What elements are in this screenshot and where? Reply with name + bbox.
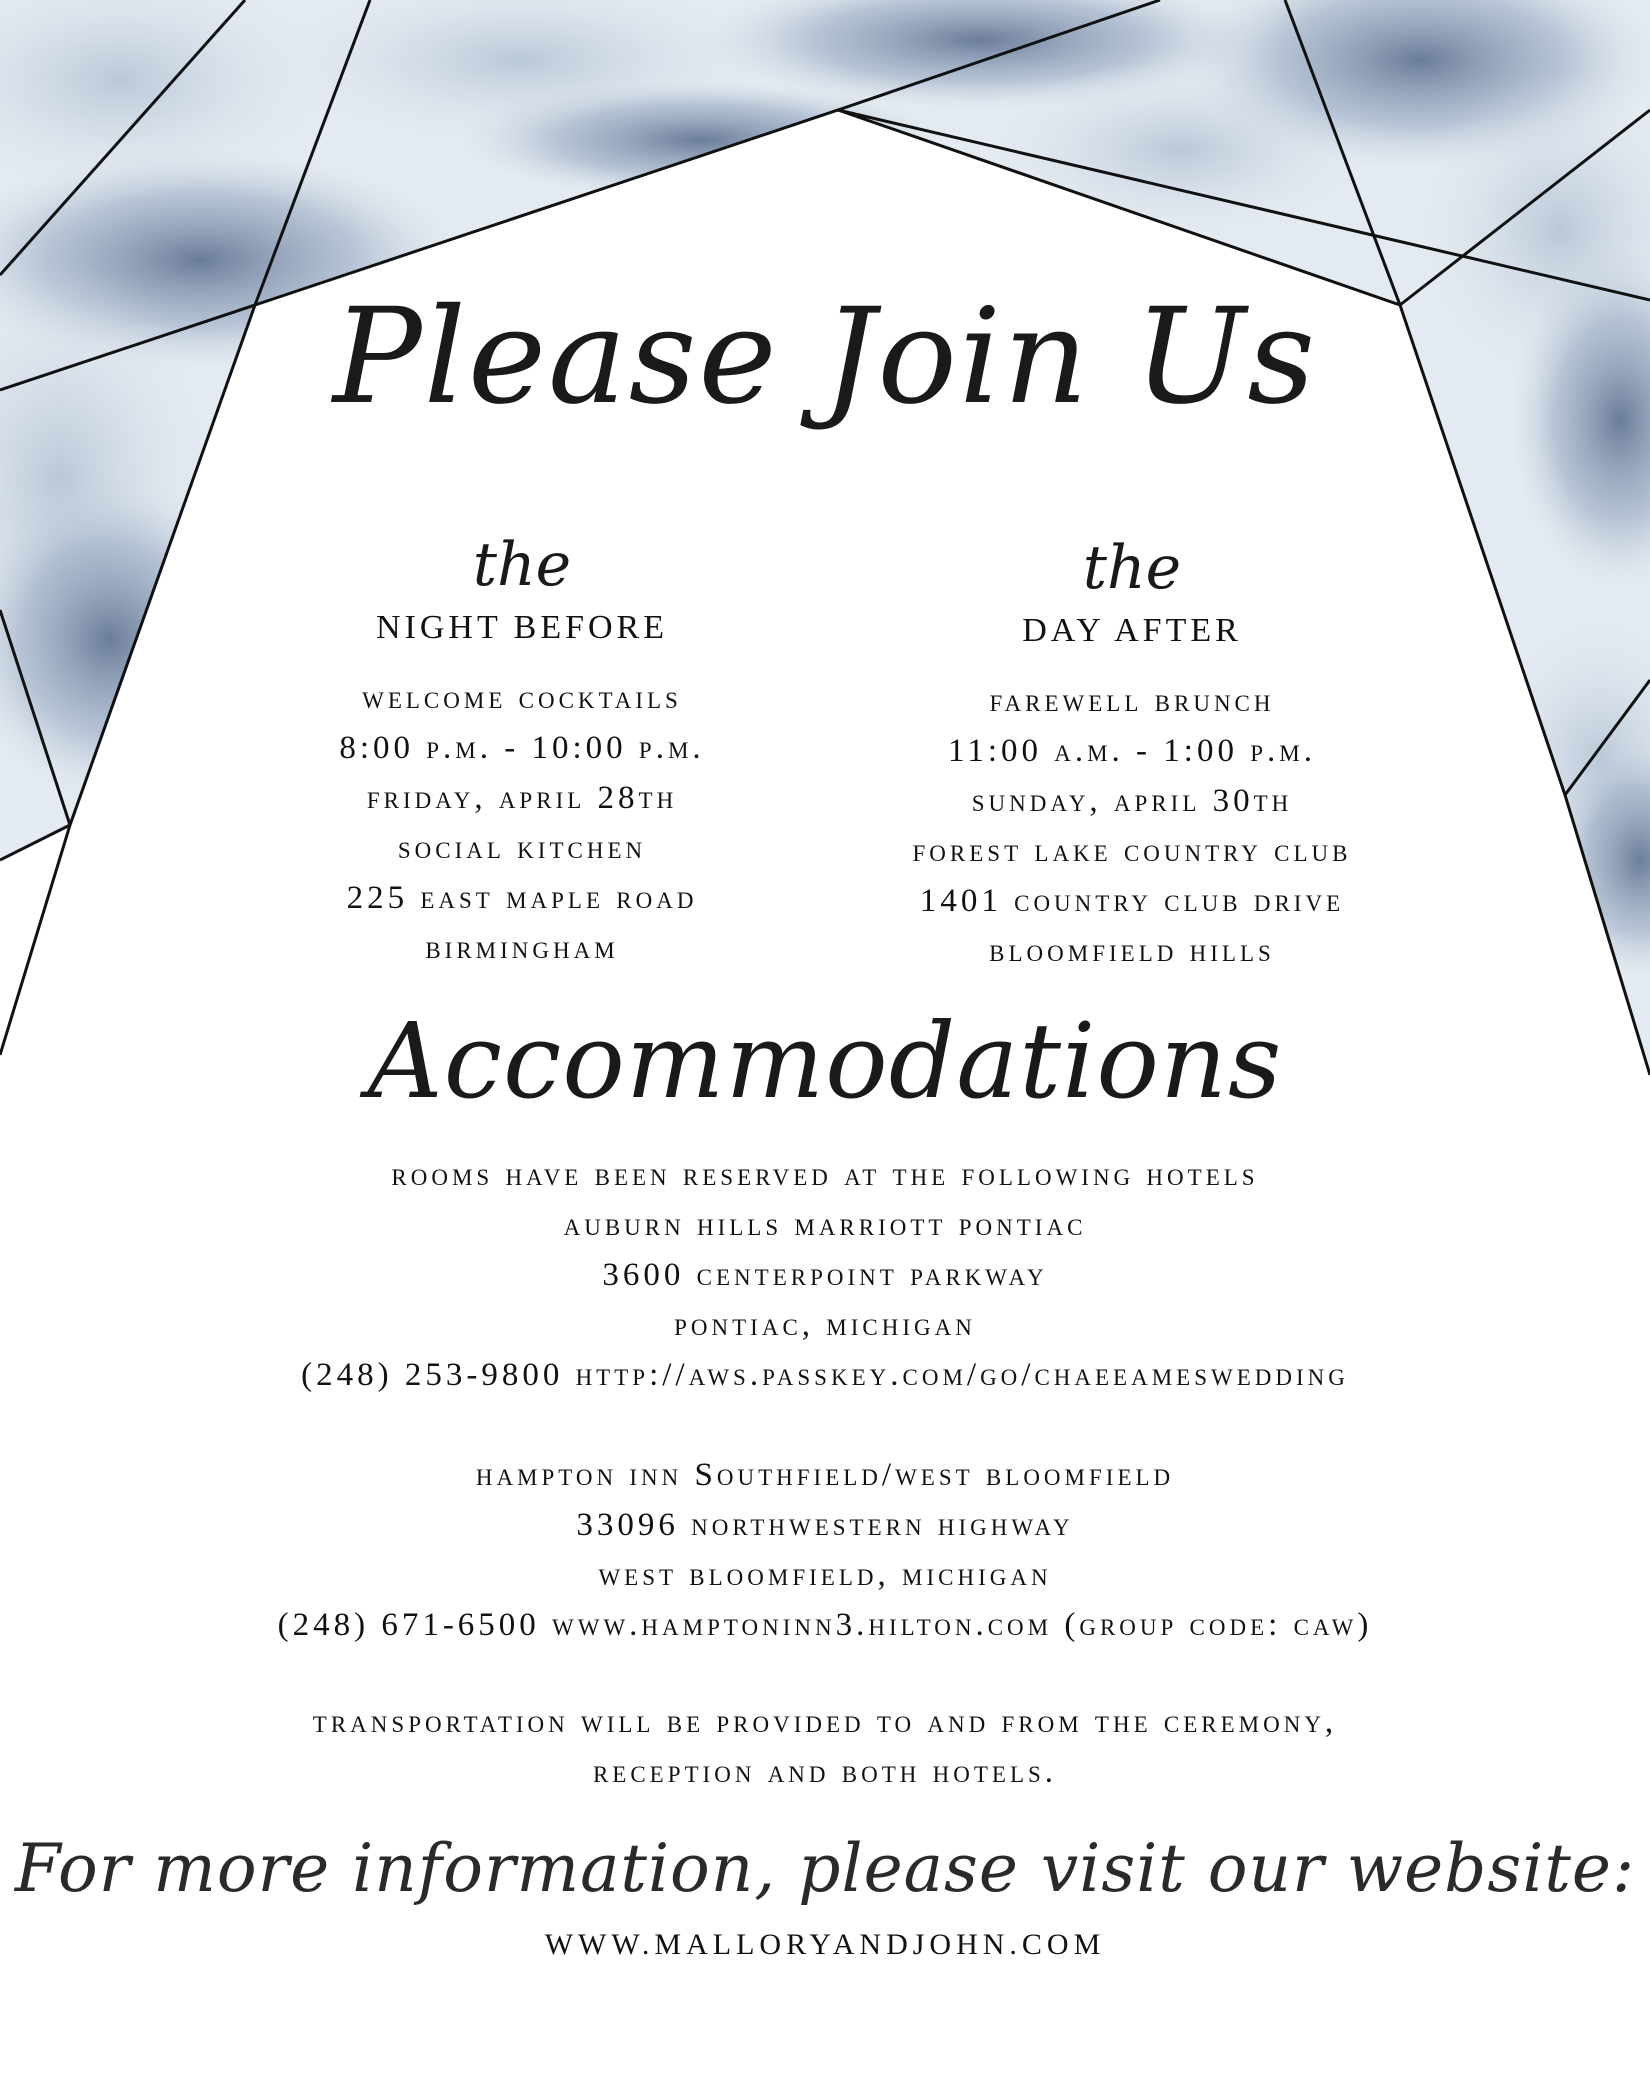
- hotel-contact-line: (248) 671-6500 www.hamptoninn3.hilton.com (group code: caw): [277, 1607, 1373, 1643]
- night-before-column: [202, 525, 842, 973]
- transportation-line: reception and both hotels.: [592, 1754, 1058, 1790]
- event-line: birmingham: [425, 930, 619, 966]
- event-line: forest lake country club: [912, 833, 1352, 869]
- hotel-line: west bloomfield, michigan: [598, 1557, 1052, 1593]
- hotel-line: auburn hills marriott pontiac: [563, 1207, 1087, 1243]
- hotel-line: 3600 centerpoint parkway: [602, 1257, 1048, 1293]
- event-line: farewell brunch: [989, 683, 1275, 719]
- website-prompt: For more information, please visit our website:: [14, 1830, 1636, 1907]
- accommodations-marriott: [0, 1150, 1650, 1400]
- event-line: social kitchen: [397, 830, 647, 866]
- the-prefix: the: [472, 530, 572, 600]
- transportation-line: transportation will be provided to and from the ceremony,: [312, 1704, 1338, 1740]
- day-after-column: [812, 528, 1452, 976]
- hotel-line: hampton inn Southfield/west bloomfield: [475, 1457, 1175, 1493]
- the-prefix: the: [1082, 533, 1182, 603]
- event-line: friday, april 28th: [366, 780, 678, 816]
- event-line: 11:00 a.m. - 1:00 p.m.: [948, 733, 1316, 769]
- event-line: sunday, april 30th: [971, 783, 1293, 819]
- transportation-note: [0, 1697, 1650, 1797]
- hotel-contact-line: (248) 253-9800 http://aws.passkey.com/go/chaeeameswedding: [301, 1357, 1349, 1393]
- event-line: 225 east maple road: [346, 880, 698, 916]
- event-title: NIGHT BEFORE: [376, 609, 668, 646]
- page-title: Please Join Us: [332, 280, 1318, 434]
- event-line: welcome cocktails: [362, 680, 682, 716]
- hotel-line: 33096 northwestern highway: [576, 1507, 1074, 1543]
- event-title: DAY AFTER: [1022, 612, 1242, 649]
- hotel-line: pontiac, michigan: [674, 1307, 976, 1343]
- accommodations-intro: rooms have been reserved at the following hotels: [391, 1157, 1259, 1193]
- event-line: 1401 country club drive: [919, 883, 1345, 919]
- accommodations-title: Accommodations: [367, 1000, 1283, 1122]
- event-line: 8:00 p.m. - 10:00 p.m.: [339, 730, 705, 766]
- accommodations-hampton: [0, 1450, 1650, 1650]
- website-block: [0, 1920, 1650, 1970]
- event-line: bloomfield hills: [989, 933, 1275, 969]
- website-url: WWW.MALLORYANDJOHN.COM: [544, 1928, 1106, 1961]
